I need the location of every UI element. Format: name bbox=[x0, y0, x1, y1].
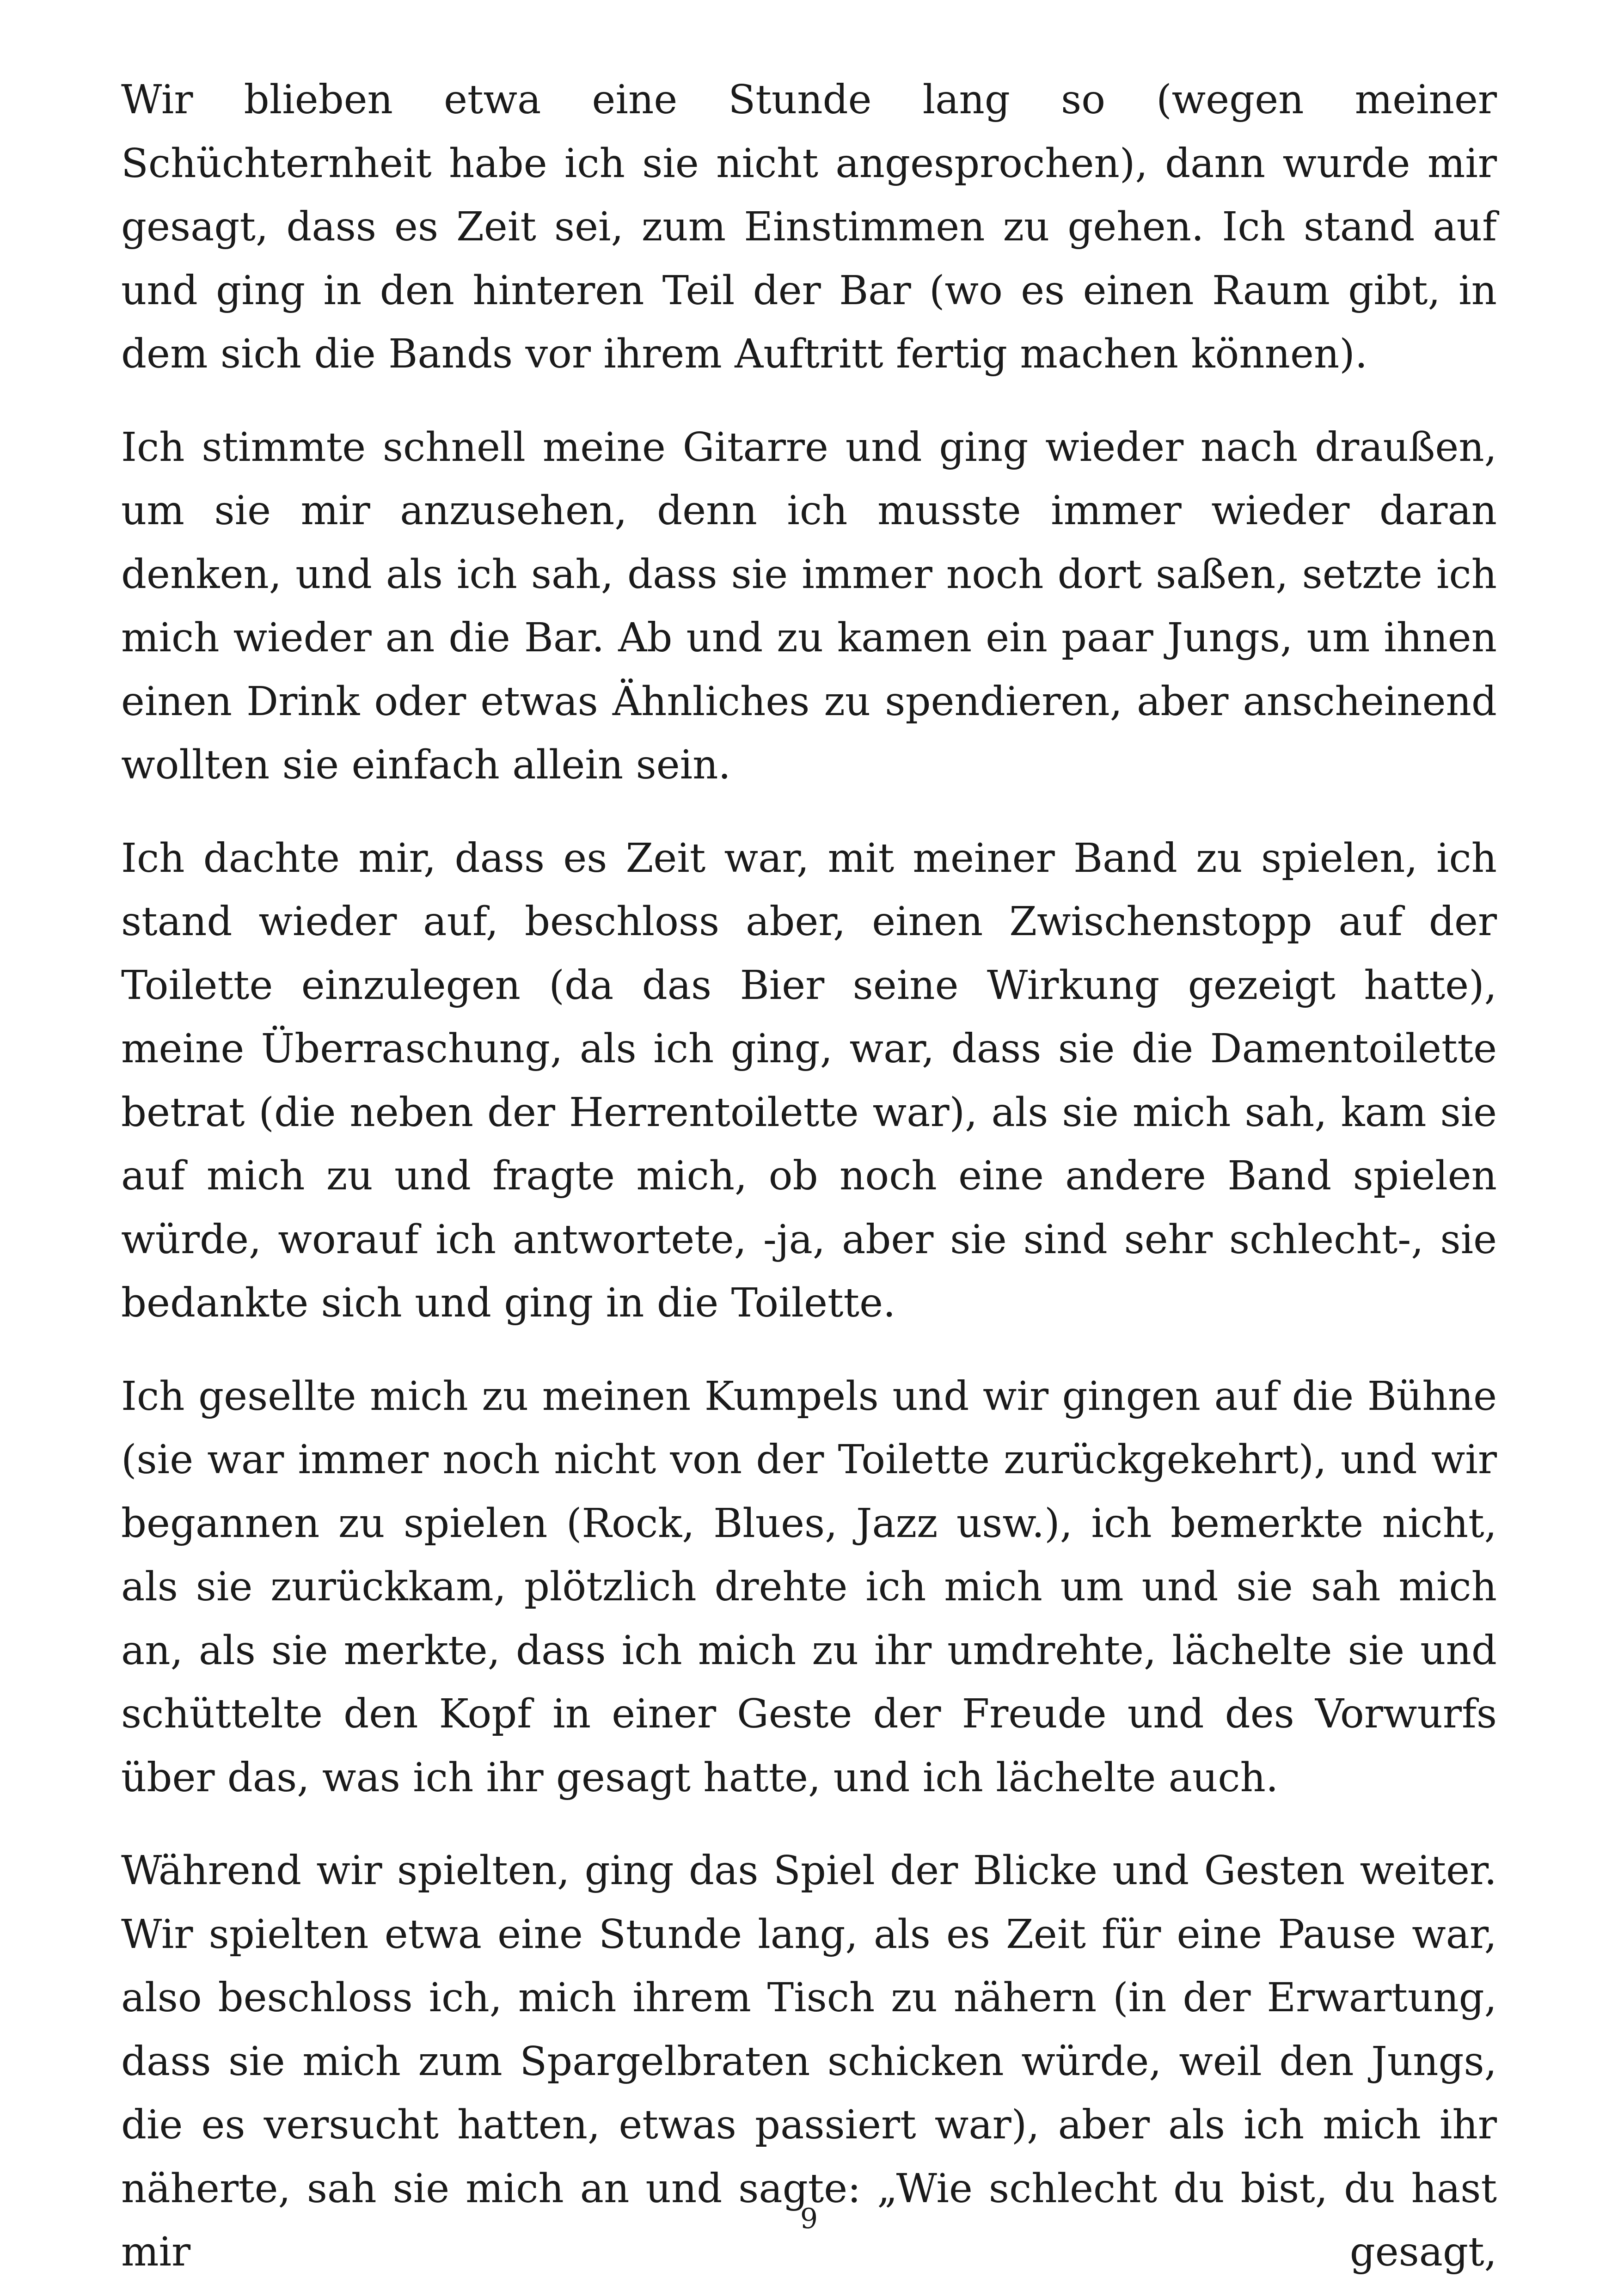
paragraph-1: Wir blieben etwa eine Stunde lang so (wegen meiner Schüchternheit habe ich sie nicht angesprochen), dann wurde mir gesagt, dass es Zeit sei, zum Einstimmen zu gehen. Ich stand auf und ging in den hinteren Teil der Bar (wo es einen Raum gibt, in dem sich die Bands vor ihrem Auftritt fertig machen können). bbox=[121, 77, 1497, 377]
paragraph-3: Ich dachte mir, dass es Zeit war, mit meiner Band zu spielen, ich stand wieder auf, beschloss aber, einen Zwischenstopp auf der Toilette einzulegen (da das Bier seine Wirkung gezeigt hatte), meine Überraschung, als ich ging, war, dass sie die Damentoilette betrat (die neben der Herrentoilette war), als sie mich sah, kam sie auf mich zu und fragte mich, ob noch eine andere Band spielen würde, worauf ich antwortete, -ja, aber sie sind sehr schlecht-, sie bedankte sich und ging in die Toilette. bbox=[121, 835, 1497, 1326]
paragraph-5: Während wir spielten, ging das Spiel der Blicke und Gesten weiter. Wir spielten etwa eine Stunde lang, als es Zeit für eine Pause war, also beschloss ich, mich ihrem Tisch zu nähern (in der Erwartung, dass sie mich zum Spargelbraten schicken würde, weil den Jungs, die es versucht hatten, etwas passiert war), aber als ich mich ihr näherte, sah sie mich an und sagte: „Wie schlecht du bist, du hast mir gesagt, bbox=[121, 1848, 1497, 2275]
page-number: 9 bbox=[800, 2203, 818, 2235]
paragraph-2: Ich stimmte schnell meine Gitarre und ging wieder nach draußen, um sie mir anzusehen, denn ich musste immer wieder daran denken, und als ich sah, dass sie immer noch dort saßen, setzte ich mich wieder an die Bar. Ab und zu kamen ein paar Jungs, um ihnen einen Drink oder etwas Ähnliches zu spendieren, aber anscheinend wollten sie einfach allein sein. bbox=[121, 424, 1497, 788]
body-text bbox=[121, 68, 1497, 2284]
paragraph-4: Ich gesellte mich zu meinen Kumpels und wir gingen auf die Bühne (sie war immer noch nicht von der Toilette zurückgekehrt), und wir begannen zu spielen (Rock, Blues, Jazz usw.), ich bemerkte nicht, als sie zurückkam, plötzlich drehte ich mich um und sie sah mich an, als sie merkte, dass ich mich zu ihr umdrehte, lächelte sie und schüttelte den Kopf in einer Geste der Freude und des Vorwurfs über das, was ich ihr gesagt hatte, und ich lächelte auch. bbox=[121, 1373, 1497, 1801]
